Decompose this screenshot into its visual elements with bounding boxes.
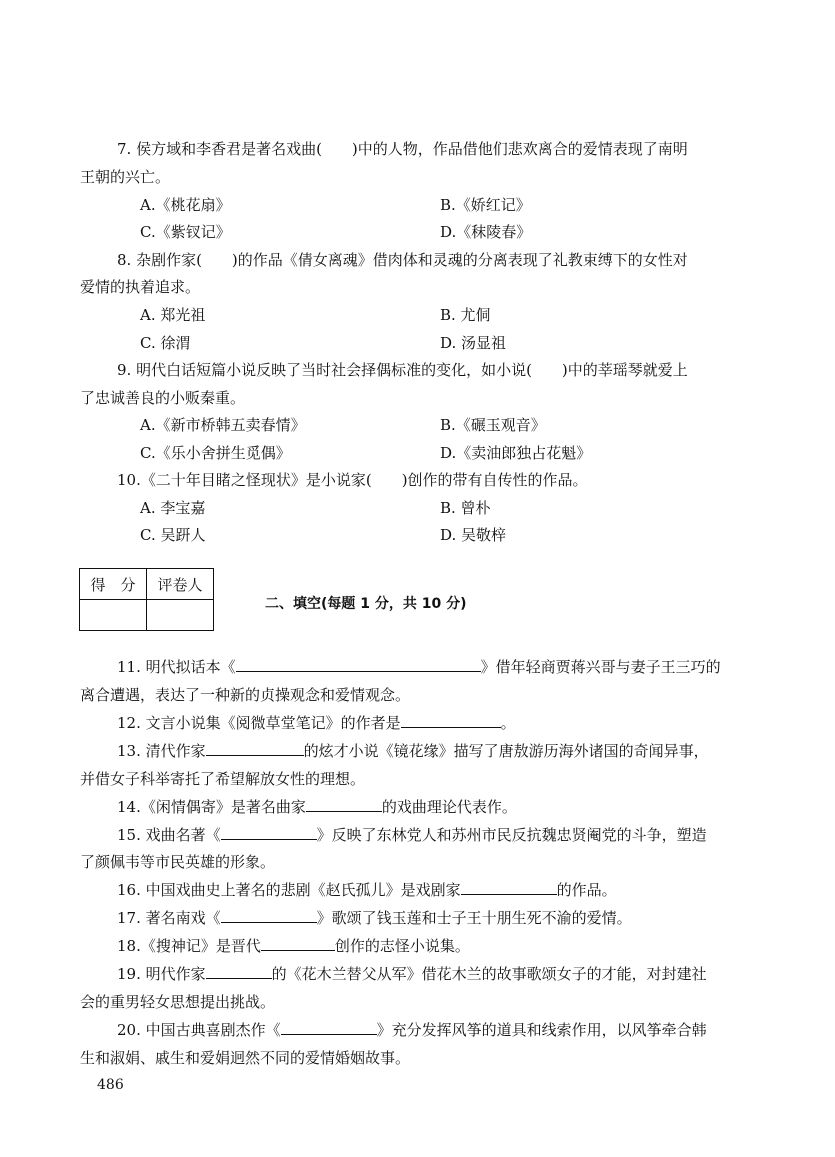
question-9-option-c: C.《乐小舍拼生觅偶》 <box>140 444 291 462</box>
question-18-text: 18.《搜神记》是晋代 <box>117 937 261 955</box>
grader-label: 评卷人 <box>147 569 214 600</box>
question-17-text-2: 》歌颂了钱玉莲和士子王十朋生死不渝的爱情。 <box>316 909 632 927</box>
question-11-text-2: 》借年轻商贾蒋兴哥与妻子王三巧的 <box>480 658 721 676</box>
question-9-text: 9. 明代白话短篇小说反映了当时社会择偶标准的变化，如小说( )中的莘瑶琴就爱上 <box>117 361 688 379</box>
answer-blank[interactable] <box>461 880 557 895</box>
question-11 <box>117 657 721 677</box>
answer-blank[interactable] <box>221 825 317 840</box>
question-8-option-c: C. 徐渭 <box>140 334 191 352</box>
answer-blank[interactable] <box>206 741 304 756</box>
question-20-text-2: 》充分发挥风筝的道具和线索作用，以风筝牵合韩 <box>376 1021 707 1039</box>
question-20-text: 20. 中国古典喜剧杰作《 <box>117 1021 281 1039</box>
question-12-text-2: 。 <box>500 714 516 732</box>
answer-blank[interactable] <box>261 936 335 951</box>
question-7-option-c: C.《紫钗记》 <box>140 223 231 241</box>
score-table <box>79 568 214 631</box>
question-19-text: 19. 明代作家 <box>117 965 206 983</box>
question-13-text-2: 的炫才小说《镜花缘》描写了唐敖游历海外诸国的奇闻异事， <box>303 742 709 760</box>
question-15-text-2: 》反映了东林党人和苏州市民反抗魏忠贤阉党的斗争，塑造 <box>316 826 707 844</box>
question-11-cont: 离合遭遇，表达了一种新的贞操观念和爱情观念。 <box>80 686 411 704</box>
question-10-option-a: A. 李宝嘉 <box>140 499 206 517</box>
question-8-option-a: A. 郑光祖 <box>140 306 206 324</box>
question-8-text: 8. 杂剧作家( )的作品《倩女离魂》借肉体和灵魂的分离表现了礼教束缚下的女性对 <box>117 251 688 269</box>
answer-blank[interactable] <box>401 713 501 728</box>
answer-blank[interactable] <box>281 1020 377 1035</box>
grader-cell[interactable] <box>147 600 214 631</box>
question-12-text: 12. 文言小说集《阅微草堂笔记》的作者是 <box>117 714 401 732</box>
question-19 <box>117 964 707 984</box>
question-10-option-b: B. 曾朴 <box>440 499 491 517</box>
question-16 <box>117 880 617 900</box>
question-18 <box>117 936 470 956</box>
question-8-option-b: B. 尤侗 <box>440 306 491 324</box>
question-9-option-d: D.《卖油郎独占花魁》 <box>440 444 592 462</box>
question-11-text: 11. 明代拟话本《 <box>117 658 236 676</box>
answer-blank[interactable] <box>306 797 382 812</box>
question-20 <box>117 1020 707 1040</box>
question-15-cont: 了颜佩韦等市民英雄的形象。 <box>80 853 276 871</box>
question-13-cont: 并借女子科举寄托了希望解放女性的理想。 <box>80 770 366 788</box>
section-title: 二、填空(每题 1 分，共 10 分) <box>265 596 467 612</box>
question-10-text: 10.《二十年目睹之怪现状》是小说家( )创作的带有自传性的作品。 <box>117 471 588 489</box>
question-13 <box>117 741 709 761</box>
answer-blank[interactable] <box>206 964 272 979</box>
question-7-text-cont: 王朝的兴亡。 <box>80 168 171 186</box>
question-16-text: 16. 中国戏曲史上著名的悲剧《赵氏孤儿》是戏剧家 <box>117 881 461 899</box>
question-15-text: 15. 戏曲名著《 <box>117 826 221 844</box>
answer-blank[interactable] <box>236 657 481 672</box>
question-10-option-d: D. 吴敬梓 <box>440 526 507 544</box>
answer-blank[interactable] <box>221 908 317 923</box>
question-20-cont: 生和淑娟、戚生和爱娟迥然不同的爱情婚姻故事。 <box>80 1049 411 1067</box>
question-17 <box>117 908 632 928</box>
question-13-text: 13. 清代作家 <box>117 742 206 760</box>
question-9-option-b: B.《碾玉观音》 <box>440 416 546 434</box>
question-19-cont: 会的重男轻女思想提出挑战。 <box>80 993 276 1011</box>
score-cell[interactable] <box>80 600 147 631</box>
question-7-option-b: B.《娇红记》 <box>440 196 531 214</box>
question-7-text: 7. 侯方域和李香君是著名戏曲( )中的人物，作品借他们悲欢离合的爱情表现了南明 <box>117 140 688 158</box>
question-7-option-a: A.《桃花扇》 <box>140 196 231 214</box>
question-14 <box>117 797 517 817</box>
score-label: 得 分 <box>80 569 147 600</box>
question-8-option-d: D. 汤显祖 <box>440 334 507 352</box>
question-19-text-2: 的《花木兰替父从军》借花木兰的故事歌颂女子的才能，对封建社 <box>271 965 707 983</box>
question-9-option-a: A.《新市桥韩五卖春情》 <box>140 416 306 434</box>
question-15 <box>117 825 707 845</box>
question-16-text-2: 的作品。 <box>556 881 617 899</box>
question-18-text-2: 创作的志怪小说集。 <box>334 937 470 955</box>
question-9-text-cont: 了忠诚善良的小贩秦重。 <box>80 389 246 407</box>
question-17-text: 17. 著名南戏《 <box>117 909 221 927</box>
question-10-option-c: C. 吴趼人 <box>140 526 206 544</box>
question-7-option-d: D.《秣陵春》 <box>440 223 532 241</box>
question-14-text-2: 的戏曲理论代表作。 <box>381 798 517 816</box>
question-8-text-cont: 爱情的执着追求。 <box>80 278 201 296</box>
question-14-text: 14.《闲情偶寄》是著名曲家 <box>117 798 306 816</box>
page-number: 486 <box>97 1077 124 1093</box>
question-12 <box>117 713 516 733</box>
